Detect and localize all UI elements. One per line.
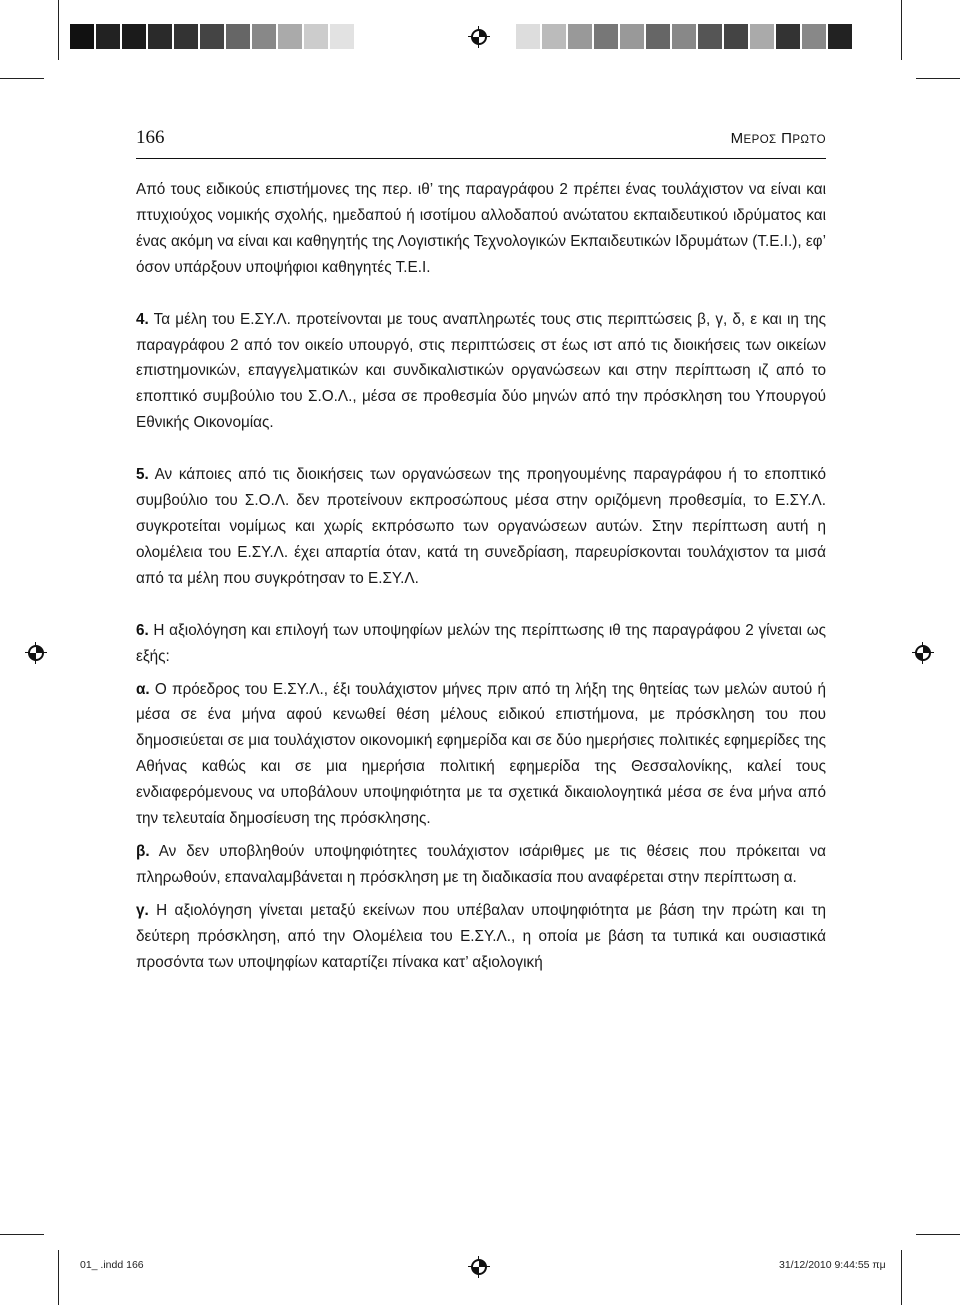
paragraph <box>136 898 826 976</box>
swatch-mid-gray <box>672 24 696 49</box>
swatch-black <box>148 24 172 49</box>
swatch-lightest-gray <box>516 24 540 49</box>
header-rule <box>136 158 826 159</box>
crop-mark <box>901 0 902 60</box>
swatch-black <box>70 24 94 49</box>
paragraph-number: α. <box>136 680 150 698</box>
swatch-lightest-gray <box>330 24 354 49</box>
footer-file-name: 01_ .indd 166 <box>80 1259 144 1271</box>
paragraph <box>136 677 826 832</box>
registration-mark-icon <box>25 642 47 664</box>
running-head-part: Μ <box>730 130 744 147</box>
swatch-light-gray <box>304 24 328 49</box>
swatch-dark-gray <box>698 24 722 49</box>
paragraph-number: 4. <box>136 310 149 328</box>
crop-mark <box>0 78 44 79</box>
paragraph-text: Αν κάποιες από τις διοικήσεις των οργανώσεων της προηγουμένης παραγράφου ή το εποπτικό συμβούλιο του Σ.Ο.Λ. δεν προτείνουν εκπροσώπους μέσα στην οριζόμενη προθεσμία, το Ε.ΣΥ.Λ. συγκροτείται νομίμως και χωρίς εκπρόσωπο των οργανώσεων αυτών. Στην περίπτωση αυτή η ολομέλεια του Ε.ΣΥ.Λ. έχει απαρτία όταν, κατά τη συνεδρίαση, παρευρίσκονται τουλάχιστον τα μισά από τα μέλη που συγκρότησαν το Ε.ΣΥ.Λ. <box>136 466 826 587</box>
page-number: 166 <box>136 127 165 148</box>
crop-mark <box>901 1250 902 1305</box>
registration-mark-icon <box>468 26 490 48</box>
paragraph-text: Αν δεν υποβληθούν υποψηφιότητες τουλάχιστον ισάριθμες με τις θέσεις που πρόκειται να πληρωθούν, επαναλαμβάνεται η πρόσκληση με τη διαδικασία που αναφέρεται στην περίπτωση α. <box>136 842 827 886</box>
paragraph <box>136 462 826 592</box>
paragraph <box>136 177 826 281</box>
running-head-part: Π <box>781 130 793 147</box>
swatch-dark-gray <box>724 24 748 49</box>
paragraph-number: γ. <box>136 901 149 919</box>
paragraph-number: 6. <box>136 621 149 639</box>
swatch-black <box>96 24 120 49</box>
swatch-light-gray <box>750 24 774 49</box>
swatch-mid-gray <box>594 24 618 49</box>
crop-mark <box>0 1234 44 1235</box>
paragraph-text: Τα μέλη του Ε.ΣΥ.Λ. προτείνονται με τους αναπληρωτές τους στις περιπτώσεις β, γ, δ, ε και ιη της παραγράφου 2 από τον οικείο υπουργό, στις περιπτώσεις στ έως ιστ από τις διοικήσεις των οικείων επιστημονικών, επαγγελματικών και συνδικαλιστικών οργανώσεων και στην περίπτωση ιζ από το εποπτικό συμβούλιο του Σ.Ο.Λ., μέσα σε προθεσμία δύο μηνών από την πρόσκληση του Υπουργού Εθνικής Οικονομίας. <box>136 310 826 432</box>
paragraph <box>136 618 826 670</box>
swatch-dark-gray <box>646 24 670 49</box>
paragraph <box>136 307 826 437</box>
paragraph <box>136 839 826 891</box>
swatch-mid-gray <box>802 24 826 49</box>
swatch-black <box>828 24 852 49</box>
crop-mark <box>58 0 59 60</box>
document-body <box>136 177 826 975</box>
registration-mark-icon <box>468 1256 490 1278</box>
swatch-mid-gray <box>568 24 592 49</box>
paragraph-number: 5. <box>136 466 149 484</box>
swatch-dark-gray <box>200 24 224 49</box>
running-head <box>731 130 826 147</box>
paragraph-text: Ο πρόεδρος του Ε.ΣΥ.Λ., έξι τουλάχιστον μήνες πριν από τη λήξη της θητείας των μελών αυτού ή μέσα σε ένα μήνα αφού κενωθεί θέση μέλους ειδικού επιστήμονα, με πρόσκληση του που δημοσιεύεται σε μια τουλάχιστον οικονομική εφημερίδα και σε δύο ημερήσιες πολιτικές εφημερίδες της Αθήνας καθώς και σε μια ημερήσια πολιτική εφημερίδα της Θεσσαλονίκης, καλεί τους ενδιαφερόμενους να υποβάλουν υποψηφιότητα με τα σχετικά δικαιολογητικά μέσα σε ένα μήνα από την τελευταία δημοσίευση της πρόσκλησης. <box>136 680 827 828</box>
crop-mark <box>916 78 960 79</box>
swatch-light-gray <box>278 24 302 49</box>
swatch-dark-gray <box>776 24 800 49</box>
crop-mark <box>916 1234 960 1235</box>
registration-mark-icon <box>912 642 934 664</box>
paragraph-text: Η αξιολόγηση γίνεται μεταξύ εκείνων που υπέβαλαν υποψηφιότητα με βάση την πρώτη και τη δεύτερη πρόσκληση, από την Ολομέλεια του Ε.ΣΥ.Λ., η οποία με βάση τα τυπικά και ουσιαστικά προσόντα των υποψηφίων καταρτίζει πίνακα κατ’ αξιολογική <box>136 901 826 971</box>
footer-timestamp: 31/12/2010 9:44:55 πμ <box>779 1259 886 1271</box>
paragraph-text: Η αξιολόγηση και επιλογή των υποψηφίων μελών της περίπτωσης ιθ της παραγράφου 2 γίνεται ως εξής: <box>136 621 827 665</box>
running-head-part: ΡΩΤΟ <box>792 134 826 146</box>
swatch-mid-gray <box>620 24 644 49</box>
paragraph-number: β. <box>136 842 150 860</box>
swatch-black <box>122 24 146 49</box>
swatch-mid-gray <box>252 24 276 49</box>
paragraph-text: Από τους ειδικούς επιστήμονες της περ. ιθ’ της παραγράφου 2 πρέπει ένας τουλάχιστον να είναι και πτυχιούχος νομικής σχολής, ημεδαπού ή ισοτίμου αλλοδαπού ανώτατου εκπαιδευτικού ιδρύματος και ένας ακόμη να είναι και καθηγητής της Λογιστικής Τεχνολογικών Εκπαιδευτικών Ιδρυμάτων (Τ.Ε.Ι.), εφ’ όσον υπάρξουν υποψήφιοι καθηγητές Τ.Ε.Ι. <box>136 181 826 276</box>
running-head-part: ΕΡΟΣ <box>743 134 777 146</box>
swatch-mid-gray <box>226 24 250 49</box>
crop-mark <box>58 1250 59 1305</box>
page-header <box>136 127 826 155</box>
swatch-dark-gray <box>174 24 198 49</box>
swatch-light-gray <box>542 24 566 49</box>
